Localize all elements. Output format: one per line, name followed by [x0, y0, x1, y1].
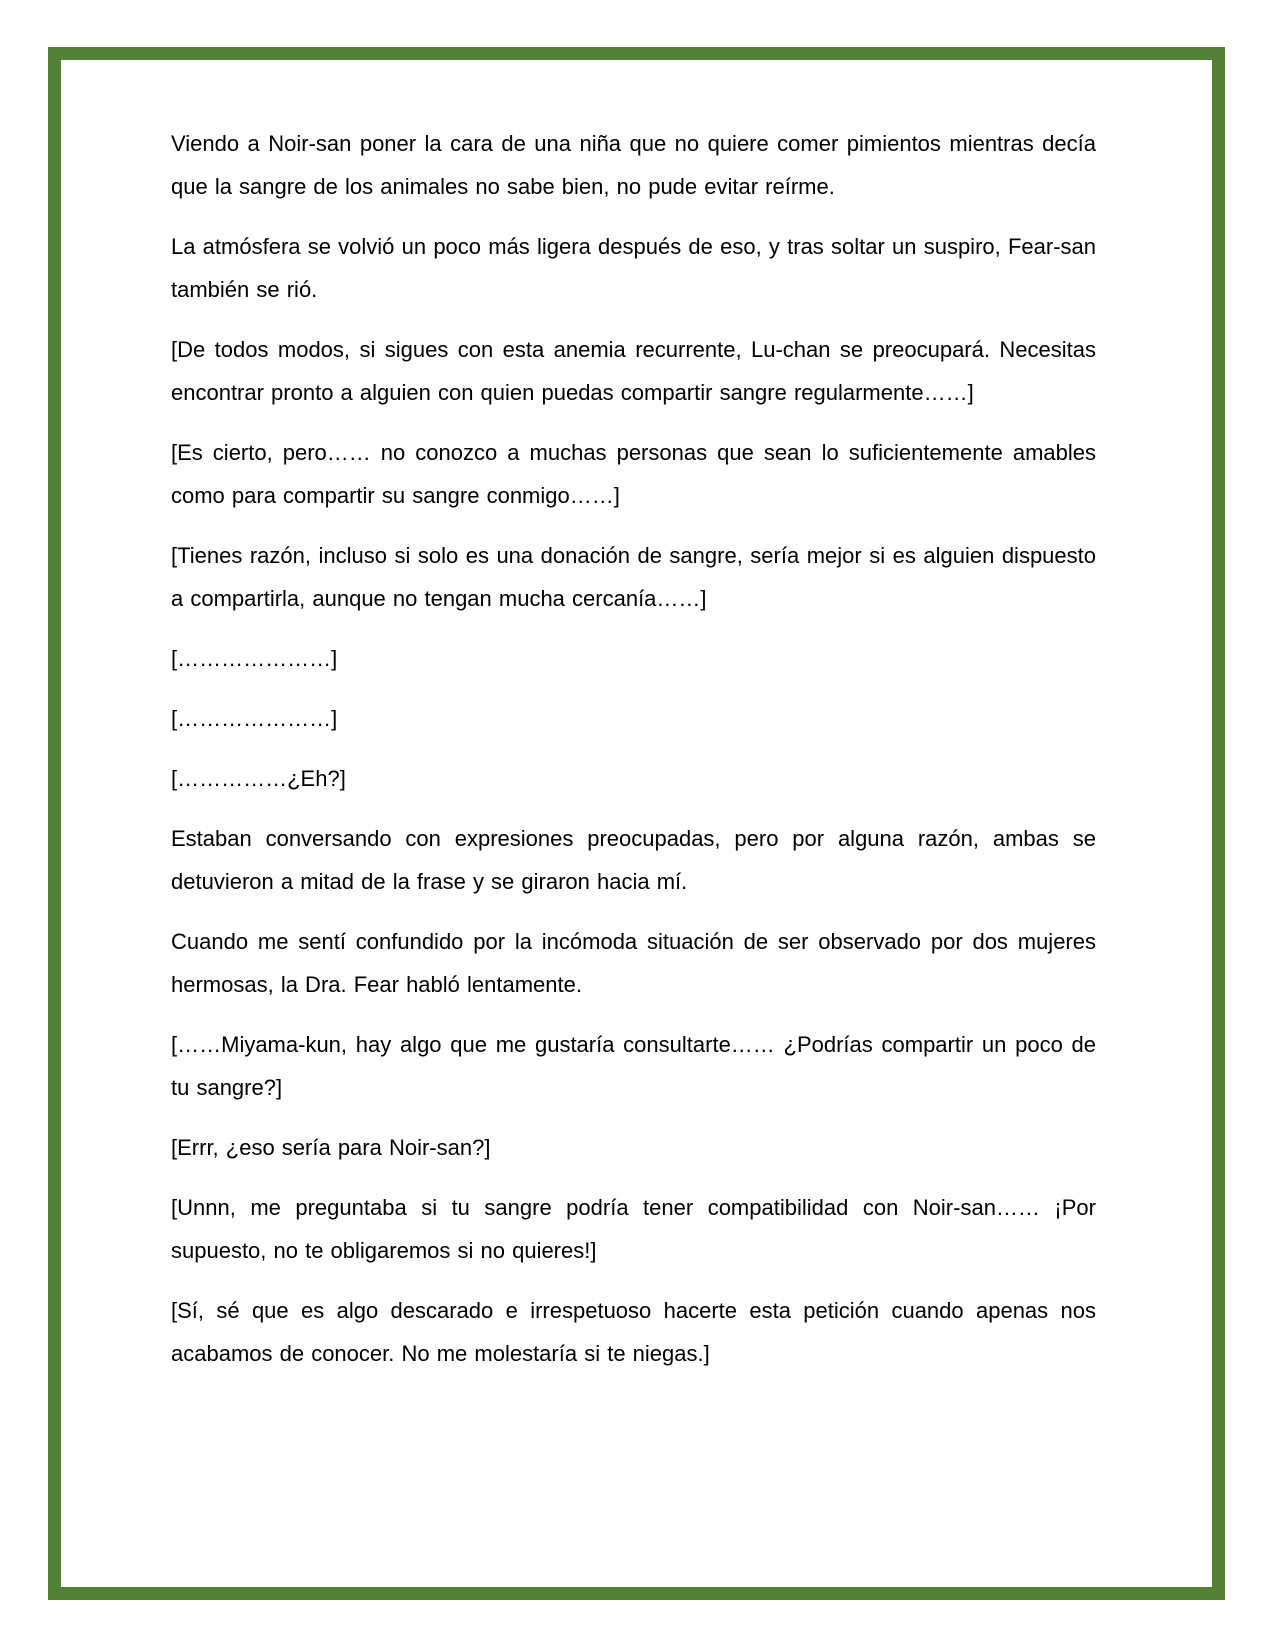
paragraph-silence-eh: [……………¿Eh?] [171, 766, 346, 791]
paragraph-dialogue-3: [Tienes razón, incluso si solo es una donación de sangre, sería mejor si es alguien dispuesto a compartirla, aunque no tengan mucha cercanía……] [171, 543, 1096, 611]
text-content [61, 60, 1212, 1587]
paragraph-dialogue-6: [Unnn, me preguntaba si tu sangre podría tener compatibilidad con Noir-san…… ¡Por supuesto, no te obligaremos si no quieres!] [171, 1195, 1096, 1263]
paragraph-dialogue-1: [De todos modos, si sigues con esta anemia recurrente, Lu-chan se preocupará. Necesitas encontrar pronto a alguien con quien puedas compartir sangre regularmente……] [171, 337, 1096, 405]
page-border-frame [48, 47, 1225, 1600]
paragraph-narration-2: La atmósfera se volvió un poco más ligera después de eso, y tras soltar un suspiro, Fear-san también se rió. [171, 234, 1096, 302]
paragraph-narration-4: Cuando me sentí confundido por la incómoda situación de ser observado por dos mujeres hermosas, la Dra. Fear habló lentamente. [171, 929, 1096, 997]
paragraph-narration-3: Estaban conversando con expresiones preocupadas, pero por alguna razón, ambas se detuvieron a mitad de la frase y se giraron hacia mí. [171, 826, 1096, 894]
paragraph-silence-2: […………………] [171, 706, 338, 731]
paragraph-silence-1: […………………] [171, 646, 338, 671]
paragraph-dialogue-5: [Errr, ¿eso sería para Noir-san?] [171, 1135, 491, 1160]
paragraph-dialogue-7: [Sí, sé que es algo descarado e irrespetuoso hacerte esta petición cuando apenas nos acabamos de conocer. No me molestaría si te niegas.] [171, 1298, 1096, 1366]
paragraph-narration-1: Viendo a Noir-san poner la cara de una niña que no quiere comer pimientos mientras decía que la sangre de los animales no sabe bien, no pude evitar reírme. [171, 131, 1096, 199]
paragraph-dialogue-2: [Es cierto, pero…… no conozco a muchas personas que sean lo suficientemente amables como para compartir su sangre conmigo……] [171, 440, 1096, 508]
paragraph-dialogue-4: [……Miyama-kun, hay algo que me gustaría consultarte…… ¿Podrías compartir un poco de tu sangre?] [171, 1032, 1096, 1100]
